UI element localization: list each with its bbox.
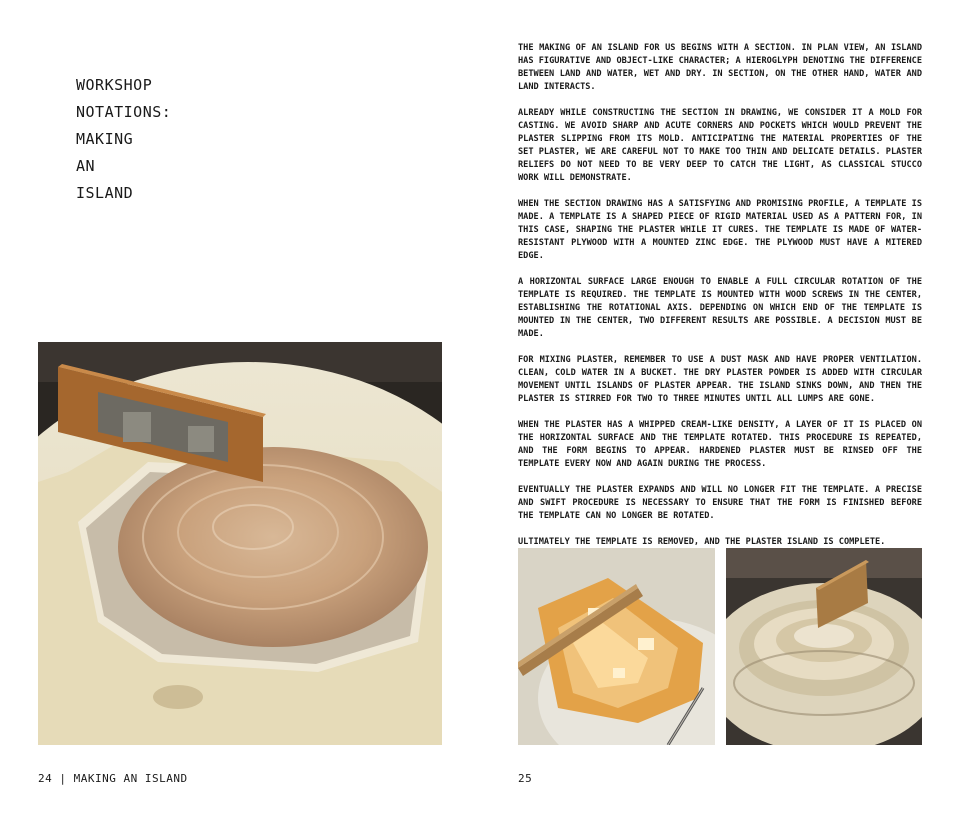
- page-footer-left: 24 | MAKING AN ISLAND: [38, 772, 188, 785]
- photo-finished-island: [726, 548, 922, 745]
- paragraph: ULTIMATELY THE TEMPLATE IS REMOVED, AND THE PLASTER ISLAND IS COMPLETE.: [518, 537, 886, 547]
- body-text: [518, 42, 922, 562]
- page-footer-right: 25: [518, 772, 533, 785]
- paragraph: WHEN THE PLASTER HAS A WHIPPED CREAM-LIKE DENSITY, A LAYER OF IT IS PLACED ON THE HORIZONTAL SURFACE AND THE TEMPLATE ROTATED. THIS PROCEDURE IS REPEATED, AND THE FORM BEGINS TO APPEAR. HARDENED PLASTER MUST BE RINSED OFF THE TEMPLATE EVERY NOW AND AGAIN DURING THE PROCESS.: [518, 420, 922, 469]
- photo-plaster-pour: [38, 342, 442, 745]
- photo-island-mold: [518, 548, 715, 745]
- paragraph: ALREADY WHILE CONSTRUCTING THE SECTION IN DRAWING, WE CONSIDER IT A MOLD FOR CASTING. WE AVOID SHARP AND ACUTE CORNERS AND POCKETS WHICH WOULD PREVENT THE PLASTER SLIPPING FROM ITS MOLD. ANTICIPATING THE MATERIAL PROPERTIES OF THE SET PLASTER, WE ARE CAREFUL NOT TO MAKE TOO THIN AND DELICATE DETAILS. PLASTER RELIEFS DO NOT NEED TO BE VERY DEEP TO CATCH THE LIGHT, AS CLASSICAL STUCCO WORK WILL DEMONSTRATE.: [518, 108, 922, 183]
- paragraph: EVENTUALLY THE PLASTER EXPANDS AND WILL NO LONGER FIT THE TEMPLATE. A PRECISE AND SWIFT PROCEDURE IS NECESSARY TO ENSURE THAT THE FORM IS FINISHED BEFORE THE TEMPLATE CAN NO LONGER BE ROTATED.: [518, 485, 922, 521]
- paragraph: A HORIZONTAL SURFACE LARGE ENOUGH TO ENABLE A FULL CIRCULAR ROTATION OF THE TEMPLATE IS REQUIRED. THE TEMPLATE IS MOUNTED WITH WOOD SCREWS IN THE CENTER, ESTABLISHING THE ROTATIONAL AXIS. DEPENDING ON WHICH END OF THE TEMPLATE IS MOUNTED IN THE CENTER, TWO DIFFERENT RESULTS ARE POSSIBLE. A DECISION MUST BE MADE.: [518, 277, 922, 339]
- paragraph: WHEN THE SECTION DRAWING HAS A SATISFYING AND PROMISING PROFILE, A TEMPLATE IS MADE. A TEMPLATE IS A SHAPED PIECE OF RIGID MATERIAL USED AS A PATTERN FOR, IN THIS CASE, SHAPING THE PLASTER WHILE IT CURES. THE TEMPLATE IS MADE OF WATER-RESISTANT PLYWOOD WITH A MOUNTED ZINC EDGE. THE PLYWOOD MUST HAVE A MITERED EDGE.: [518, 199, 922, 261]
- page-title: WORKSHOP NOTATIONS: MAKING AN ISLAND: [76, 76, 172, 202]
- paragraph: THE MAKING OF AN ISLAND FOR US BEGINS WITH A SECTION. IN PLAN VIEW, AN ISLAND HAS FIGURATIVE AND OBJECT-LIKE CHARACTER; A HIEROGLYPH DENOTING THE DIFFERENCE BETWEEN LAND AND WATER, WET AND DRY. IN SECTION, ON THE OTHER HAND, WATER AND LAND INTERACTS.: [518, 43, 922, 92]
- paragraph: FOR MIXING PLASTER, REMEMBER TO USE A DUST MASK AND HAVE PROPER VENTILATION. CLEAN, COLD WATER IN A BUCKET. THE DRY PLASTER POWDER IS ADDED WITH CIRCULAR MOVEMENT UNTIL ISLANDS OF PLASTER APPEAR. THE ISLAND SINKS DOWN, AND THEN THE PLASTER IS STIRRED FOR TWO TO THREE MINUTES UNTIL ALL LUMPS ARE GONE.: [518, 355, 922, 404]
